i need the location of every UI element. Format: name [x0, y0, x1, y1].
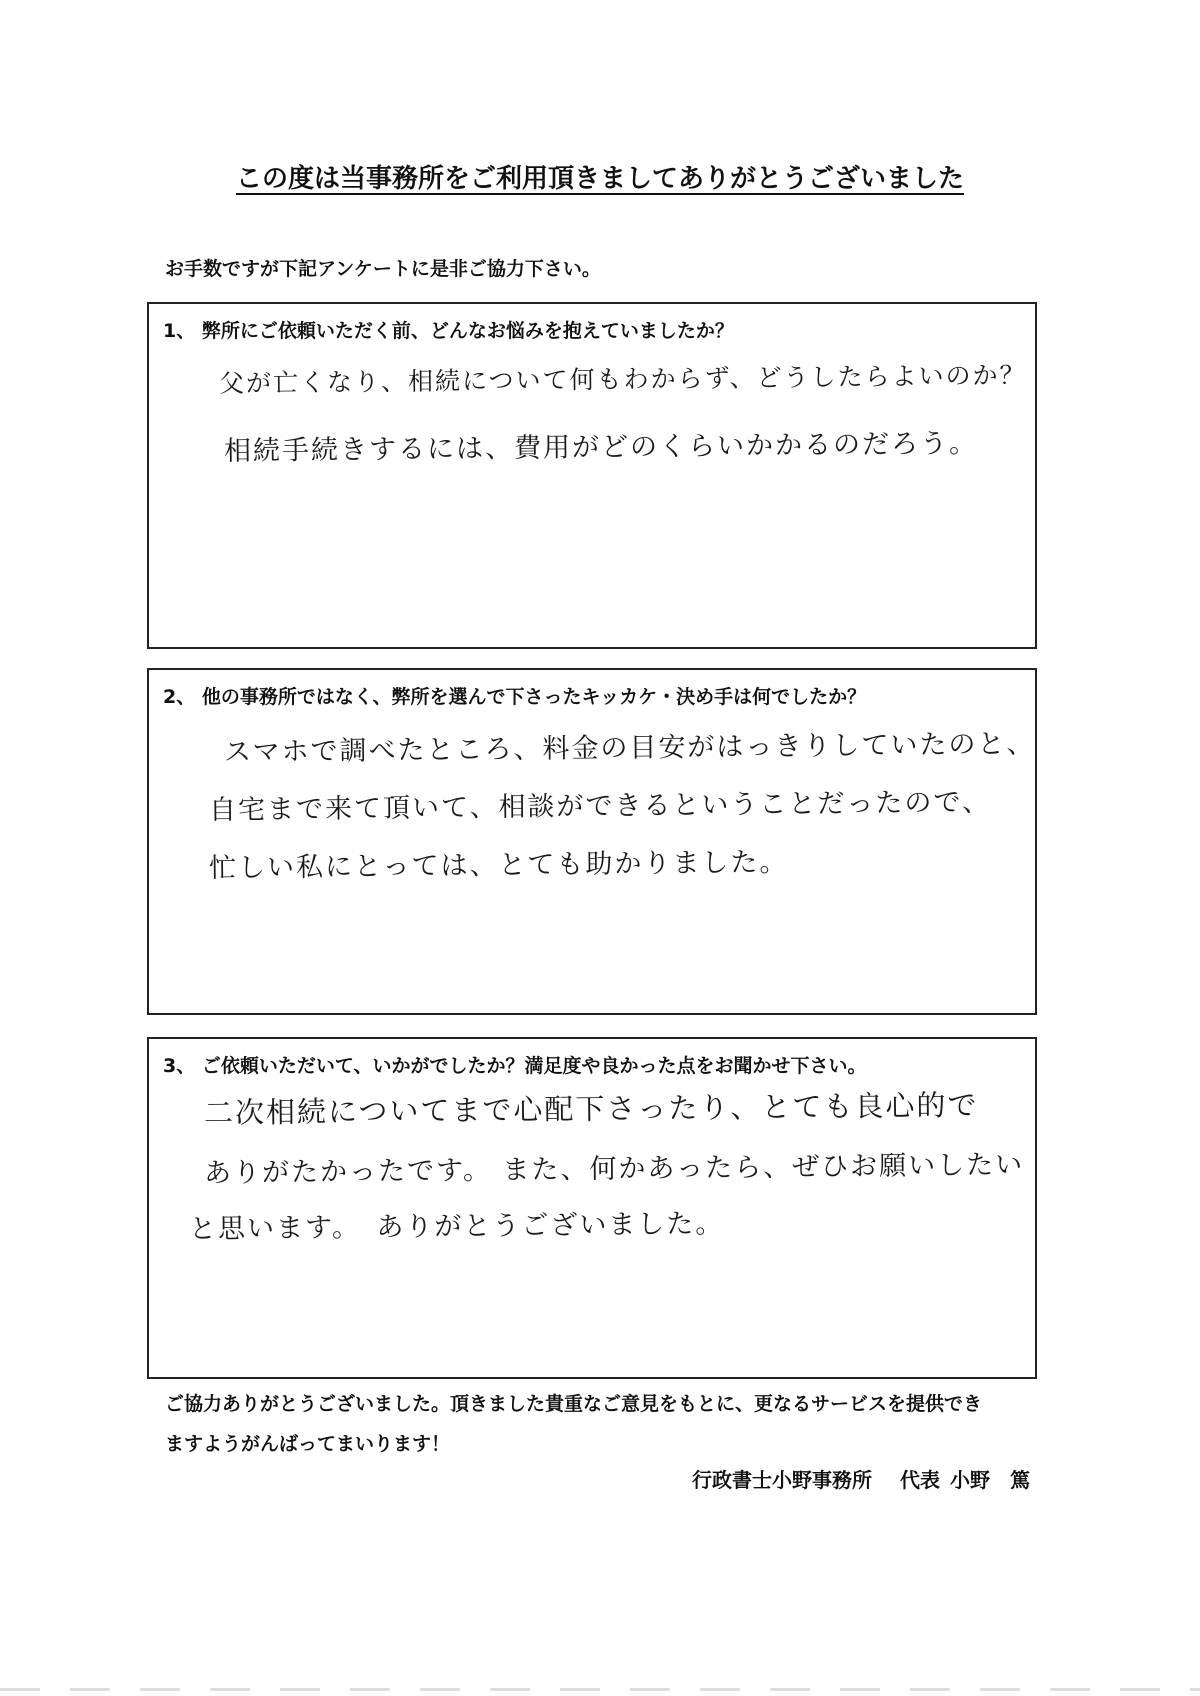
scan-edge-artifact [0, 1688, 1200, 1691]
answer-line: 自宅まで来て頂いて、相談ができるということだったので、 [208, 786, 992, 826]
answer-line: と思います。 ありがとうございました。 [188, 1208, 725, 1245]
signature [692, 1464, 1030, 1493]
signature-name: 小野 篤 [950, 1468, 1030, 1492]
answer-line: 父が亡くなり、相続について何もわからず、どうしたらよいのか？ [218, 360, 1027, 398]
closing-line: ますようがんばってまいります！ [165, 1433, 451, 1455]
document-title [0, 158, 1200, 195]
signature-office: 行政書士小野事務所 [692, 1468, 872, 1492]
question-box-2 [147, 668, 1037, 1015]
answer-line: ありがたかったです。 また、何かあったら、ぜひお願いしたい [203, 1149, 1025, 1189]
question-box-1 [147, 302, 1037, 649]
question-label-2: 2、 他の事務所ではなく、弊所を選んで下さったキッカケ・決め手は何でしたか？ [163, 686, 867, 708]
answer-line: スマホで調べたところ、料金の目安がはっきりしていたのと、 [223, 728, 1036, 768]
answer-line: 忙しい私にとっては、とても助かりました。 [208, 846, 789, 884]
signature-role: 代表 [900, 1468, 940, 1492]
document-title-text: この度は当事務所をご利用頂きましてありがとうございました [235, 164, 964, 194]
question-box-3 [147, 1037, 1037, 1379]
answer-line: 二次相続についてまで心配下さったり、とても良心的で [203, 1087, 979, 1130]
closing-line: ご協力ありがとうございました。頂きました貴重なご意見をもとに、更なるサービスを提供でき [165, 1393, 983, 1415]
answer-line: 相続手続きするには、費用がどのくらいかかるのだろう。 [223, 428, 979, 467]
question-label-1: 1、 弊所にご依頼いただく前、どんなお悩みを抱えていましたか？ [163, 320, 734, 342]
question-label-3: 3、 ご依頼いただいて、いかがでしたか？満足度や良かった点をお聞かせ下さい。 [163, 1055, 867, 1077]
intro-text: お手数ですが下記アンケートに是非ご協力下さい。 [165, 258, 601, 280]
